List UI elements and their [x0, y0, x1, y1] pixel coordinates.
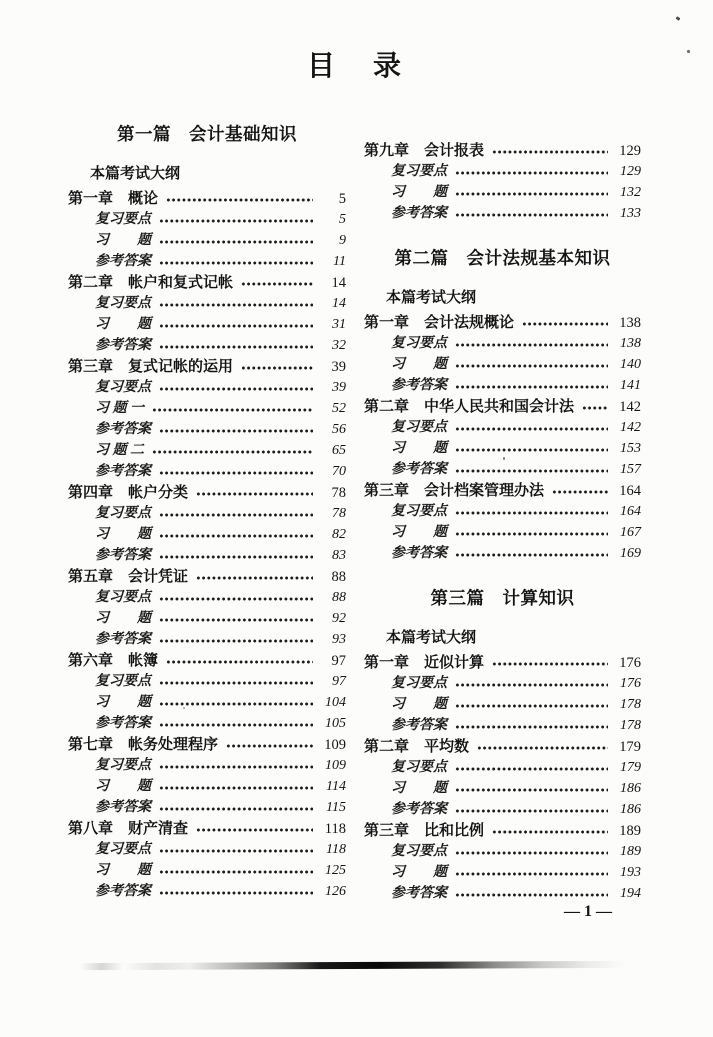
dot-leader: [159, 596, 313, 602]
toc-entry-label: 复习要点: [391, 164, 447, 179]
toc-sub-row: [68, 671, 346, 692]
dot-leader: [159, 554, 313, 560]
dot-leader: [159, 323, 313, 329]
toc-entry-label: 习 题: [95, 863, 151, 878]
toc-entry-page: 92: [332, 611, 346, 626]
toc-entry-label: 参考答案: [391, 546, 447, 561]
toc-sub-row: [364, 375, 641, 396]
dot-leader: [159, 617, 313, 623]
dot-leader: [455, 468, 608, 474]
toc-sub-row: [68, 692, 346, 713]
toc-entry-page: 189: [619, 823, 641, 839]
toc-entry-label: 复习要点: [391, 420, 447, 435]
dot-leader: [492, 661, 608, 667]
toc-sub-row: [68, 461, 346, 482]
dot-leader: [159, 806, 313, 812]
toc-entry-label: 第九章 会计报表: [364, 142, 485, 159]
toc-sub-row: [68, 335, 346, 356]
dot-leader: [196, 575, 313, 581]
toc-entry-label: 习 题: [95, 779, 151, 794]
dot-leader: [455, 871, 608, 877]
toc-sub-row: [68, 503, 346, 524]
toc-sub-row: [68, 524, 346, 545]
toc-entry-page: 153: [620, 441, 641, 456]
toc-entry-page: 126: [325, 884, 346, 899]
toc-chapter-row: [364, 820, 641, 841]
toc-entry-label: 习 题: [391, 781, 447, 796]
toc-sub-row: [364, 841, 641, 862]
dot-leader: [159, 722, 313, 728]
toc-entry-page: 32: [332, 338, 346, 353]
toc-sub-row: [68, 776, 346, 797]
dot-leader: [159, 764, 313, 770]
toc-entry-page: 97: [331, 653, 346, 669]
toc-sub-row: [364, 501, 641, 522]
toc-entry-page: 97: [332, 674, 346, 689]
toc-sub-row: [68, 314, 346, 335]
toc-entry-page: 142: [620, 420, 641, 435]
toc-entry-label: 第二章 平均数: [364, 738, 470, 755]
toc-sub-row: [364, 543, 641, 564]
toc-chapter-row: [68, 566, 346, 587]
toc-entry-label: 参考答案: [391, 718, 447, 733]
dot-leader: [455, 703, 608, 709]
toc-entry-label: 复习要点: [95, 674, 151, 689]
toc-entry-label: 习 题: [95, 695, 151, 710]
toc-entry-label: 第一章 近似计算: [364, 654, 485, 671]
toc-entry-page: 167: [620, 525, 641, 540]
dot-leader: [159, 470, 313, 476]
toc-entry-page: 104: [325, 695, 346, 710]
toc-entry-label: 复习要点: [95, 758, 151, 773]
toc-entry-page: 88: [331, 569, 346, 585]
toc-entry-label: 第二章 帐户和复式记帐: [68, 274, 234, 291]
toc-sub-row: [68, 839, 346, 860]
toc-entry-label: 第三章 比和比例: [364, 822, 485, 839]
dot-leader: [159, 680, 313, 686]
toc-entry-label: 第一章 会计法规概论: [364, 314, 515, 331]
toc-chapter-row: [68, 482, 346, 503]
toc-chapter-row: [68, 188, 346, 209]
toc-entry-label: 参考答案: [391, 802, 447, 817]
toc-entry-page: 132: [620, 185, 641, 200]
toc-entry-label: 参考答案: [391, 206, 447, 221]
dot-leader: [159, 785, 313, 791]
dot-leader: [159, 239, 313, 245]
scan-speck: [503, 457, 505, 460]
toc-entry-page: 157: [620, 462, 641, 477]
toc-entry-label: 第一章 概论: [68, 190, 159, 207]
toc-entry-page: 186: [620, 781, 641, 796]
part-heading: 第三篇 计算知识: [430, 588, 575, 608]
toc-entry-page: 52: [332, 401, 346, 416]
toc-sub-row: [364, 354, 641, 375]
toc-entry-page: 39: [331, 359, 346, 375]
toc-entry-label: 第二章 中华人民共和国会计法: [364, 398, 575, 415]
exam-outline-label: 本篇考试大纲: [386, 289, 477, 306]
toc-chapter-row: [364, 140, 641, 161]
toc-entry-label: 习 题: [95, 233, 151, 248]
toc-entry-label: 习 题: [95, 611, 151, 626]
toc-entry-page: 129: [620, 164, 641, 179]
toc-column-left: [68, 118, 346, 902]
toc-sub-row: [68, 629, 346, 650]
toc-entry-page: 169: [620, 546, 641, 561]
dot-leader: [455, 531, 608, 537]
toc-entry-label: 复习要点: [391, 844, 447, 859]
dot-leader: [455, 808, 608, 814]
toc-entry-label: 复习要点: [391, 760, 447, 775]
dot-leader: [196, 827, 313, 833]
toc-entry-page: 164: [620, 504, 641, 519]
dot-leader: [455, 426, 608, 432]
toc-entry-label: 习 题 二: [95, 443, 144, 458]
toc-entry-page: 179: [619, 739, 641, 755]
dot-leader: [582, 405, 608, 411]
toc-sub-row: [68, 230, 346, 251]
toc-entry-label: 第三章 复式记帐的运用: [68, 358, 234, 375]
toc-entry-page: 109: [325, 758, 346, 773]
toc-sub-row: [364, 522, 641, 543]
toc-entry-label: 复习要点: [95, 296, 151, 311]
toc-entry-label: 复习要点: [95, 842, 151, 857]
toc-entry-label: 第四章 帐户分类: [68, 484, 189, 501]
toc-entry-label: 习 题: [391, 697, 447, 712]
toc-entry-page: 70: [332, 464, 346, 479]
dot-leader: [241, 365, 313, 371]
dot-leader: [455, 363, 608, 369]
toc-chapter-row: [364, 396, 641, 417]
dot-leader: [159, 218, 313, 224]
toc-sub-row: [68, 440, 346, 461]
toc-sub-row: [68, 293, 346, 314]
toc-sub-row: [364, 715, 641, 736]
toc-entry-page: 109: [324, 737, 346, 753]
dot-leader: [455, 892, 608, 898]
toc-entry-page: 140: [620, 357, 641, 372]
dot-leader: [166, 197, 313, 203]
toc-chapter-row: [364, 652, 641, 673]
toc-entry-label: 第五章 会计凭证: [68, 568, 189, 585]
toc-entry-label: 第八章 财产清查: [68, 820, 189, 837]
toc-column-right: [364, 140, 641, 904]
page-title: 目 录: [306, 51, 406, 82]
dot-leader: [455, 850, 608, 856]
toc-chapter-row: [68, 356, 346, 377]
toc-entry-label: 复习要点: [391, 336, 447, 351]
toc-sub-row: [364, 694, 641, 715]
page-number: — 1 —: [564, 903, 612, 920]
toc-entry-label: 复习要点: [95, 590, 151, 605]
dot-leader: [159, 344, 313, 350]
toc-entry-page: 11: [333, 254, 346, 269]
dot-leader: [159, 260, 313, 266]
dot-leader: [226, 743, 313, 749]
toc-entry-label: 习 题: [391, 185, 447, 200]
toc-entry-page: 78: [331, 485, 346, 501]
toc-chapter-row: [68, 734, 346, 755]
dot-leader: [152, 407, 313, 413]
dot-leader: [166, 659, 313, 665]
toc-chapter-row: [68, 818, 346, 839]
toc-sub-row: [364, 862, 641, 883]
toc-entry-page: 93: [332, 632, 346, 647]
toc-entry-label: 参考答案: [95, 338, 151, 353]
toc-entry-page: 118: [326, 842, 346, 857]
toc-entry-page: 5: [338, 191, 346, 207]
toc-chapter-row: [364, 480, 641, 501]
dot-leader: [455, 682, 608, 688]
toc-entry-label: 参考答案: [95, 422, 151, 437]
toc-entry-page: 78: [332, 506, 346, 521]
toc-sub-row: [364, 883, 641, 904]
dot-leader: [455, 212, 608, 218]
dot-leader: [455, 552, 608, 558]
toc-sub-row: [68, 608, 346, 629]
toc-entry-label: 习 题: [95, 527, 151, 542]
toc-entry-page: 141: [620, 378, 641, 393]
toc-entry-page: 194: [620, 886, 641, 901]
exam-outline-label: 本篇考试大纲: [386, 629, 477, 646]
toc-entry-label: 参考答案: [95, 548, 151, 563]
dot-leader: [477, 745, 608, 751]
toc-entry-label: 复习要点: [95, 212, 151, 227]
toc-sub-row: [68, 797, 346, 818]
toc-sub-row: [364, 333, 641, 354]
toc-entry-page: 138: [620, 336, 641, 351]
dot-leader: [455, 724, 608, 730]
dot-leader: [159, 386, 313, 392]
toc-entry-page: 39: [332, 380, 346, 395]
dot-leader: [159, 890, 313, 896]
dot-leader: [159, 848, 313, 854]
dot-leader: [159, 428, 313, 434]
toc-sub-row: [68, 713, 346, 734]
toc-entry-label: 参考答案: [95, 884, 151, 899]
dot-leader: [492, 829, 608, 835]
toc-sub-row: [68, 419, 346, 440]
toc-entry-label: 复习要点: [95, 380, 151, 395]
toc-sub-row: [364, 161, 641, 182]
dot-leader: [196, 491, 313, 497]
toc-entry-label: 参考答案: [95, 716, 151, 731]
toc-entry-page: 56: [332, 422, 346, 437]
dot-leader: [522, 321, 608, 327]
dot-leader: [455, 384, 608, 390]
dot-leader: [159, 512, 313, 518]
scan-artifact-line: [80, 961, 625, 970]
toc-entry-label: 习 题: [391, 441, 447, 456]
toc-entry-page: 125: [325, 863, 346, 878]
toc-entry-page: 186: [620, 802, 641, 817]
dot-leader: [455, 787, 608, 793]
toc-entry-page: 115: [326, 800, 346, 815]
toc-entry-label: 习 题: [391, 865, 447, 880]
toc-sub-row: [364, 438, 641, 459]
toc-entry-page: 179: [620, 760, 641, 775]
toc-sub-row: [68, 860, 346, 881]
scan-speck: [676, 16, 681, 21]
toc-sub-row: [364, 459, 641, 480]
dot-leader: [455, 342, 608, 348]
toc-entry-label: 第三章 会计档案管理办法: [364, 482, 545, 499]
toc-sub-row: [68, 251, 346, 272]
exam-outline-label: 本篇考试大纲: [90, 165, 181, 182]
toc-entry-page: 31: [332, 317, 346, 332]
part-heading: 第一篇 会计基础知识: [117, 124, 297, 144]
toc-entry-label: 参考答案: [95, 632, 151, 647]
toc-entry-label: 习 题: [95, 317, 151, 332]
toc-entry-page: 178: [620, 697, 641, 712]
toc-entry-page: 189: [620, 844, 641, 859]
toc-entry-label: 参考答案: [95, 254, 151, 269]
toc-entry-page: 164: [619, 483, 641, 499]
dot-leader: [455, 510, 608, 516]
toc-entry-page: 14: [332, 296, 346, 311]
toc-entry-label: 复习要点: [391, 676, 447, 691]
toc-entry-page: 176: [620, 676, 641, 691]
toc-entry-label: 第七章 帐务处理程序: [68, 736, 219, 753]
toc-sub-row: [68, 209, 346, 230]
toc-entry-page: 118: [324, 821, 346, 837]
toc-entry-label: 参考答案: [391, 378, 447, 393]
toc-entry-label: 习 题 一: [95, 401, 144, 416]
toc-sub-row: [364, 757, 641, 778]
toc-entry-page: 114: [326, 779, 346, 794]
toc-sub-row: [68, 398, 346, 419]
toc-entry-page: 9: [339, 233, 346, 248]
toc-entry-page: 142: [619, 399, 641, 415]
toc-sub-row: [68, 545, 346, 566]
toc-sub-row: [364, 203, 641, 224]
toc-entry-page: 65: [332, 443, 346, 458]
dot-leader: [159, 302, 313, 308]
toc-chapter-row: [364, 312, 641, 333]
dot-leader: [159, 701, 313, 707]
dot-leader: [241, 281, 313, 287]
toc-entry-page: 105: [325, 716, 346, 731]
toc-entry-label: 习 题: [391, 525, 447, 540]
dot-leader: [159, 638, 313, 644]
toc-entry-page: 14: [331, 275, 346, 291]
toc-sub-row: [364, 799, 641, 820]
toc-entry-label: 习 题: [391, 357, 447, 372]
toc-entry-page: 83: [332, 548, 346, 563]
toc-sub-row: [364, 182, 641, 203]
dot-leader: [455, 170, 608, 176]
toc-sub-row: [364, 673, 641, 694]
toc-entry-page: 88: [332, 590, 346, 605]
dot-leader: [455, 447, 608, 453]
toc-sub-row: [68, 377, 346, 398]
toc-sub-row: [68, 755, 346, 776]
toc-sub-row: [364, 417, 641, 438]
toc-entry-label: 参考答案: [391, 886, 447, 901]
dot-leader: [159, 533, 313, 539]
toc-entry-page: 193: [620, 865, 641, 880]
toc-chapter-row: [68, 272, 346, 293]
toc-entry-label: 复习要点: [95, 506, 151, 521]
toc-entry-label: 复习要点: [391, 504, 447, 519]
dot-leader: [152, 449, 313, 455]
toc-entry-label: 参考答案: [95, 800, 151, 815]
toc-entry-page: 176: [619, 655, 641, 671]
dot-leader: [492, 149, 608, 155]
toc-sub-row: [68, 881, 346, 902]
dot-leader: [552, 489, 608, 495]
toc-sub-row: [68, 587, 346, 608]
dot-leader: [159, 869, 313, 875]
toc-entry-page: 178: [620, 718, 641, 733]
toc-chapter-row: [68, 650, 346, 671]
toc-entry-label: 参考答案: [391, 462, 447, 477]
toc-entry-page: 133: [620, 206, 641, 221]
toc-entry-page: 82: [332, 527, 346, 542]
scan-speck: [183, 707, 185, 709]
toc-sub-row: [364, 778, 641, 799]
toc-chapter-row: [364, 736, 641, 757]
toc-entry-label: 参考答案: [95, 464, 151, 479]
dot-leader: [455, 191, 608, 197]
toc-entry-page: 138: [619, 315, 641, 331]
toc-entry-page: 5: [339, 212, 346, 227]
toc-entry-label: 第六章 帐簿: [68, 652, 159, 669]
dot-leader: [455, 766, 608, 772]
toc-entry-page: 129: [619, 143, 641, 159]
part-heading: 第二篇 会计法规基本知识: [394, 248, 611, 268]
